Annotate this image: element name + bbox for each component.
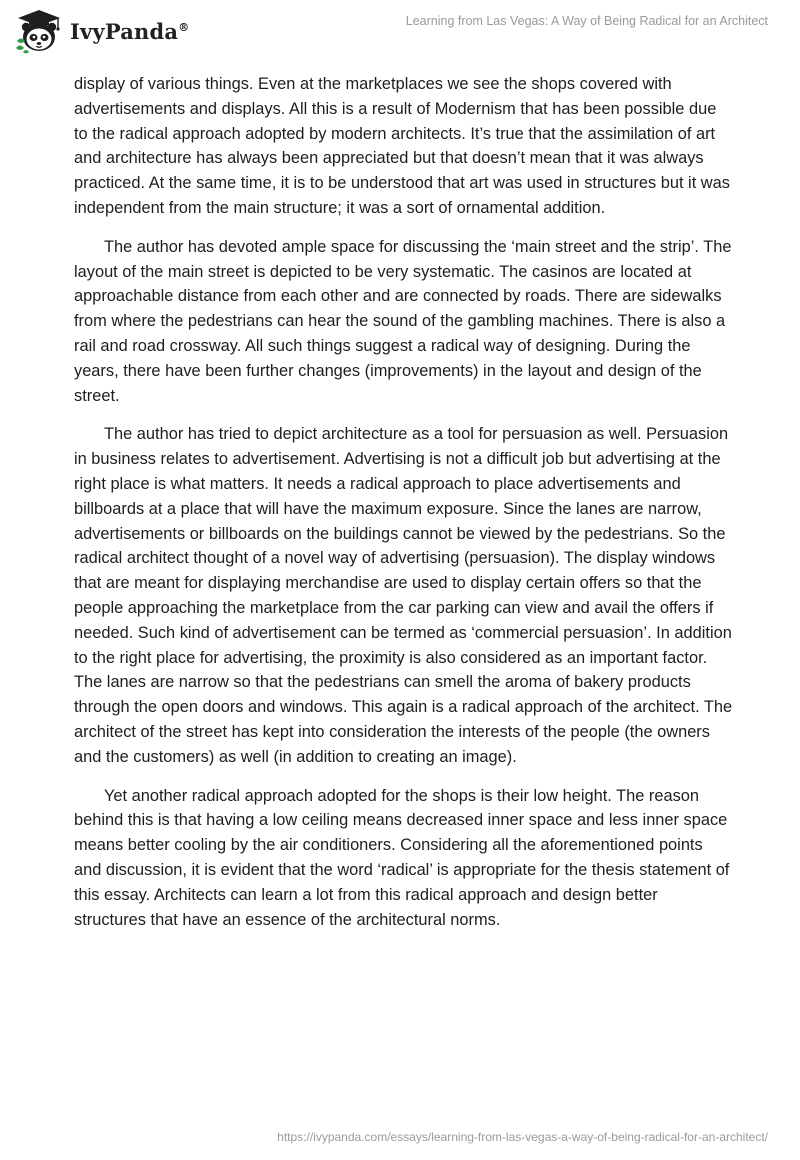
paragraph: The author has tried to depict architecture as a tool for persuasion as well. Persuasion in business relates to advertisement. Advertising is not a difficult job but advertising at the right place is what matters. It needs a radical approach to place advertisements and billboards at a place that will have the maximum exposure. Since the lanes are narrow, advertisements or billboards on the buildings cannot be viewed by the pedestrians. So the radical architect thought of a novel way of advertising (persuasion). The display windows that are meant for displaying merchandise are used to display certain offers so that the people approaching the marketplace from the car parking can view and avail the offers if needed. Such kind of advertisement can be termed as ‘commercial persuasion’. In addition to the right place for advertising, the proximity is also considered as an important factor. The lanes are narrow so that the pedestrians can smell the aroma of bakery products through the open doors and windows. This again is a radical approach of the architect. The architect of the street has kept into consideration the interests of the people (the owners and the customers) as well (in addition to creating an image).: [74, 425, 733, 766]
panda-graduation-cap-icon: [14, 8, 64, 54]
page-header: [0, 0, 800, 60]
paragraph: display of various things. Even at the marketplaces we see the shops covered with advertisements and displays. All this is a result of Modernism that has been possible due to the radical approach adopted by modern architects. It’s true that the assimilation of art and architecture has always been appreciated but that doesn’t mean that it was always practiced. At the same time, it is to be understood that art was used in structures but it was independent from the main structure; it was a sort of ornamental addition.: [74, 75, 730, 217]
source-url[interactable]: https://ivypanda.com/essays/learning-from-las-vegas-a-way-of-being-radical-for-an-architect/: [277, 1130, 768, 1144]
brand-name: IvyPanda®: [70, 18, 190, 44]
paragraph: The author has devoted ample space for discussing the ‘main street and the strip’. The layout of the main street is depicted to be very systematic. The casinos are located at approachable distance from each other and are connected by roads. There are sidewalks from where the pedestrians can hear the sound of the gambling machines. There is also a rail and road crossway. All such things suggest a radical way of designing. During the years, there have been further changes (improvements) in the layout and design of the street.: [74, 237, 732, 405]
paragraph: Yet another radical approach adopted for the shops is their low height. The reason behind this is that having a low ceiling means decreased inner space and less inner space means better cooling by the air conditioners. Considering all the aforementioned points and discussion, it is evident that the word ‘radical’ is appropriate for the thesis statement of this essay. Architects can learn a lot from this radical approach and design better structures that have an essence of the architectural norms.: [74, 786, 730, 929]
document-title: Learning from Las Vegas: A Way of Being Radical for an Architect: [405, 14, 768, 28]
ivypanda-logo[interactable]: [14, 8, 189, 54]
registered-mark: ®: [178, 20, 190, 34]
essay-body: [74, 72, 734, 946]
